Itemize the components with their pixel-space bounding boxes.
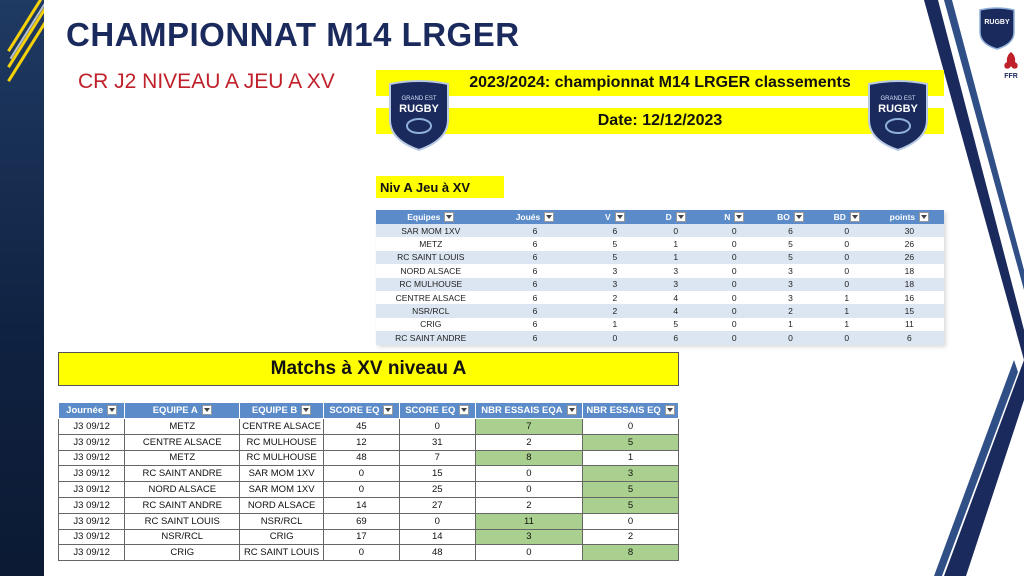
sort-dropdown-icon[interactable] <box>919 212 929 222</box>
table-cell: 0 <box>583 513 679 529</box>
table-cell: 5 <box>762 251 818 264</box>
table-cell: J3 09/12 <box>59 529 125 545</box>
table-cell: 6 <box>486 251 585 264</box>
matches-header-row <box>59 403 679 419</box>
table-row <box>376 251 944 264</box>
filter-dropdown-icon[interactable] <box>615 212 625 222</box>
table-row <box>376 291 944 304</box>
column-header-label: Joués <box>515 211 541 222</box>
table-cell: 0 <box>475 466 582 482</box>
filter-dropdown-icon[interactable] <box>459 405 469 415</box>
table-cell: NSR/RCL <box>240 513 324 529</box>
table-cell: 1 <box>583 450 679 466</box>
table-cell: SAR MOM 1XV <box>376 224 486 237</box>
column-header-label: points <box>889 211 916 222</box>
table-cell: 26 <box>875 251 944 264</box>
matches-col-header[interactable] <box>59 403 125 419</box>
table-cell: 1 <box>819 304 875 317</box>
table-cell: J3 09/12 <box>59 419 125 435</box>
table-cell: 5 <box>583 497 679 513</box>
filter-dropdown-icon[interactable] <box>734 212 744 222</box>
shield-left-top-text: GRAND EST <box>401 96 437 102</box>
table-cell: NSR/RCL <box>376 304 486 317</box>
table-cell: CENTRE ALSACE <box>240 419 324 435</box>
table-cell: 1 <box>762 318 818 331</box>
table-cell: 14 <box>399 529 475 545</box>
table-cell: 8 <box>475 450 582 466</box>
table-cell: CRIG <box>125 545 240 561</box>
ffr-logo-icon <box>1000 50 1022 80</box>
matches-body <box>59 419 679 561</box>
table-row <box>59 529 679 545</box>
table-cell: CRIG <box>376 318 486 331</box>
table-row <box>376 304 944 317</box>
table-cell: 6 <box>486 304 585 317</box>
matches-table <box>58 402 679 561</box>
table-cell: RC SAINT LOUIS <box>240 545 324 561</box>
table-cell: 0 <box>819 237 875 250</box>
table-cell: METZ <box>125 419 240 435</box>
table-cell: 6 <box>875 331 944 344</box>
column-header-label: BD <box>833 211 846 222</box>
table-cell: SAR MOM 1XV <box>240 466 324 482</box>
table-cell: J3 09/12 <box>59 497 125 513</box>
table-row <box>376 224 944 237</box>
table-row <box>59 466 679 482</box>
left-decorative-strip <box>0 0 44 576</box>
page-subtitle: CR J2 NIVEAU A JEU A XV <box>78 70 335 93</box>
table-cell: 0 <box>475 482 582 498</box>
grand-est-rugby-shield-icon <box>387 78 451 152</box>
table-cell: 0 <box>819 278 875 291</box>
table-cell: 11 <box>875 318 944 331</box>
table-cell: 0 <box>706 237 762 250</box>
table-cell: 0 <box>819 251 875 264</box>
filter-dropdown-icon[interactable] <box>850 212 860 222</box>
table-cell: NORD ALSACE <box>125 482 240 498</box>
standings-col-header[interactable] <box>706 210 762 224</box>
table-cell: 5 <box>584 237 645 250</box>
table-cell: J3 09/12 <box>59 545 125 561</box>
matches-col-header[interactable] <box>399 403 475 419</box>
matches-col-header[interactable] <box>240 403 324 419</box>
table-cell: 0 <box>645 224 706 237</box>
table-cell: 26 <box>875 237 944 250</box>
table-cell: RC SAINT ANDRE <box>125 466 240 482</box>
table-row <box>59 545 679 561</box>
table-cell: 14 <box>323 497 399 513</box>
table-cell: 45 <box>323 419 399 435</box>
table-row <box>59 450 679 466</box>
table-cell: J3 09/12 <box>59 482 125 498</box>
table-cell: 11 <box>475 513 582 529</box>
table-cell: 1 <box>819 291 875 304</box>
table-cell: 5 <box>583 482 679 498</box>
matches-col-header[interactable] <box>323 403 399 419</box>
table-cell: 2 <box>584 304 645 317</box>
filter-dropdown-icon[interactable] <box>544 212 554 222</box>
page-title: CHAMPIONNAT M14 LRGER <box>66 16 520 53</box>
table-row <box>376 237 944 250</box>
column-header-label: EQUIPE B <box>251 405 298 416</box>
table-cell: 3 <box>584 264 645 277</box>
table-cell: 1 <box>819 318 875 331</box>
table-cell: 48 <box>323 450 399 466</box>
column-header-label: EQUIPE A <box>152 405 198 416</box>
standings-col-header[interactable] <box>376 210 486 224</box>
table-cell: 7 <box>399 450 475 466</box>
table-cell: 3 <box>762 264 818 277</box>
table-cell: 3 <box>584 278 645 291</box>
table-cell: 15 <box>399 466 475 482</box>
table-cell: RC SAINT LOUIS <box>125 513 240 529</box>
filter-dropdown-icon[interactable] <box>676 212 686 222</box>
table-cell: 0 <box>399 419 475 435</box>
filter-dropdown-icon[interactable] <box>383 405 393 415</box>
table-cell: 2 <box>584 291 645 304</box>
standings-col-header[interactable] <box>645 210 706 224</box>
table-cell: METZ <box>376 237 486 250</box>
shield-left-text: RUGBY <box>399 103 439 115</box>
matches-title: Matchs à XV niveau A <box>270 358 467 379</box>
table-cell: 0 <box>323 545 399 561</box>
column-header-label: Journée <box>66 405 104 416</box>
table-cell: NSR/RCL <box>125 529 240 545</box>
table-cell: 0 <box>706 304 762 317</box>
filter-dropdown-icon[interactable] <box>567 405 577 415</box>
table-cell: 2 <box>583 529 679 545</box>
section-label: Niv A Jeu à XV <box>376 176 504 198</box>
table-cell: 0 <box>819 331 875 344</box>
table-cell: 0 <box>706 291 762 304</box>
table-row <box>59 419 679 435</box>
column-header-label: D <box>665 211 672 222</box>
table-cell: 25 <box>399 482 475 498</box>
standings-col-header[interactable] <box>875 210 944 224</box>
table-cell: J3 09/12 <box>59 513 125 529</box>
table-cell: 6 <box>486 237 585 250</box>
table-cell: 0 <box>475 545 582 561</box>
filter-dropdown-icon[interactable] <box>107 405 117 415</box>
table-cell: 18 <box>875 264 944 277</box>
table-cell: 6 <box>486 264 585 277</box>
table-cell: 6 <box>486 224 585 237</box>
grand-est-rugby-shield-icon <box>866 78 930 152</box>
table-row <box>376 264 944 277</box>
standings-date-banner <box>376 108 944 134</box>
standings-title: 2023/2024: championnat M14 LRGER classements <box>469 74 851 91</box>
table-cell: 8 <box>583 545 679 561</box>
filter-dropdown-icon[interactable] <box>202 405 212 415</box>
table-cell: 1 <box>645 237 706 250</box>
standings-title-banner <box>376 70 944 96</box>
table-cell: RC MULHOUSE <box>240 450 324 466</box>
table-cell: J3 09/12 <box>59 434 125 450</box>
table-cell: 2 <box>475 434 582 450</box>
matches-col-header[interactable] <box>125 403 240 419</box>
table-cell: 18 <box>875 278 944 291</box>
table-row <box>376 331 944 344</box>
table-cell: 31 <box>399 434 475 450</box>
table-cell: 3 <box>762 278 818 291</box>
table-cell: 3 <box>645 278 706 291</box>
shield-right-text: RUGBY <box>878 103 918 115</box>
column-header-label: NBR ESSAIS EQ <box>586 405 661 416</box>
table-cell: 3 <box>762 291 818 304</box>
table-cell: 15 <box>875 304 944 317</box>
table-cell: 0 <box>762 331 818 344</box>
standings-col-header[interactable] <box>486 210 585 224</box>
table-cell: 0 <box>706 318 762 331</box>
table-cell: RC SAINT LOUIS <box>376 251 486 264</box>
matches-title-banner <box>58 352 679 386</box>
table-cell: SAR MOM 1XV <box>240 482 324 498</box>
table-cell: RC SAINT ANDRE <box>125 497 240 513</box>
table-cell: RC MULHOUSE <box>240 434 324 450</box>
table-cell: 0 <box>706 251 762 264</box>
standings-table <box>376 210 944 345</box>
table-cell: 6 <box>762 224 818 237</box>
table-cell: J3 09/12 <box>59 450 125 466</box>
column-header-label: Equipes <box>407 211 441 222</box>
table-cell: 3 <box>475 529 582 545</box>
table-cell: 0 <box>323 466 399 482</box>
table-cell: 0 <box>706 278 762 291</box>
column-header-label: V <box>605 211 611 222</box>
table-cell: 4 <box>645 291 706 304</box>
ffr-logo-text: FFR <box>1004 73 1018 80</box>
table-cell: 4 <box>645 304 706 317</box>
table-cell: 6 <box>486 318 585 331</box>
table-cell: 48 <box>399 545 475 561</box>
table-cell: RC MULHOUSE <box>376 278 486 291</box>
filter-dropdown-icon[interactable] <box>794 212 804 222</box>
table-cell: 0 <box>706 331 762 344</box>
table-cell: 2 <box>762 304 818 317</box>
table-cell: 0 <box>819 224 875 237</box>
filter-dropdown-icon[interactable] <box>444 212 454 222</box>
filter-dropdown-icon[interactable] <box>301 405 311 415</box>
table-row <box>376 278 944 291</box>
table-cell: CRIG <box>240 529 324 545</box>
table-row <box>376 318 944 331</box>
table-cell: 0 <box>706 264 762 277</box>
standings-date: Date: 12/12/2023 <box>597 112 723 129</box>
corner-logo-text: RUGBY <box>984 19 1010 26</box>
table-row <box>59 497 679 513</box>
table-row <box>59 482 679 498</box>
table-cell: 0 <box>819 264 875 277</box>
table-cell: 6 <box>584 224 645 237</box>
table-cell: 0 <box>584 331 645 344</box>
table-cell: 7 <box>475 419 582 435</box>
standings-header-row <box>376 210 944 224</box>
table-cell: 3 <box>645 264 706 277</box>
table-cell: 27 <box>399 497 475 513</box>
standings-col-header[interactable] <box>762 210 818 224</box>
column-header-label: SCORE EQ <box>405 405 456 416</box>
column-header-label: N <box>724 211 731 222</box>
filter-dropdown-icon[interactable] <box>665 405 675 415</box>
standings-col-header[interactable] <box>584 210 645 224</box>
grand-est-rugby-logo-icon <box>978 6 1016 50</box>
table-cell: 12 <box>323 434 399 450</box>
table-cell: 0 <box>323 482 399 498</box>
table-cell: 16 <box>875 291 944 304</box>
table-cell: 6 <box>486 291 585 304</box>
table-cell: 6 <box>645 331 706 344</box>
table-cell: 6 <box>486 331 585 344</box>
table-cell: 1 <box>645 251 706 264</box>
table-cell: RC SAINT ANDRE <box>376 331 486 344</box>
table-cell: 5 <box>584 251 645 264</box>
table-cell: 5 <box>583 434 679 450</box>
table-cell: 69 <box>323 513 399 529</box>
table-cell: CENTRE ALSACE <box>125 434 240 450</box>
column-header-label: BO <box>777 211 790 222</box>
table-cell: 1 <box>584 318 645 331</box>
table-cell: NORD ALSACE <box>240 497 324 513</box>
table-cell: 5 <box>762 237 818 250</box>
table-cell: 5 <box>645 318 706 331</box>
table-cell: 0 <box>399 513 475 529</box>
matches-col-header[interactable] <box>583 403 679 419</box>
table-row <box>59 513 679 529</box>
table-cell: NORD ALSACE <box>376 264 486 277</box>
table-cell: METZ <box>125 450 240 466</box>
standings-body <box>376 224 944 345</box>
column-header-label: NBR ESSAIS EQA <box>481 405 563 416</box>
table-row <box>59 434 679 450</box>
table-cell: 0 <box>583 419 679 435</box>
matches-col-header[interactable] <box>475 403 582 419</box>
table-cell: 0 <box>706 224 762 237</box>
table-cell: 17 <box>323 529 399 545</box>
column-header-label: SCORE EQ <box>329 405 380 416</box>
table-cell: J3 09/12 <box>59 466 125 482</box>
standings-col-header[interactable] <box>819 210 875 224</box>
table-cell: 3 <box>583 466 679 482</box>
table-cell: 30 <box>875 224 944 237</box>
table-cell: CENTRE ALSACE <box>376 291 486 304</box>
shield-right-top-text: GRAND EST <box>880 96 916 102</box>
table-cell: 6 <box>486 278 585 291</box>
table-cell: 2 <box>475 497 582 513</box>
